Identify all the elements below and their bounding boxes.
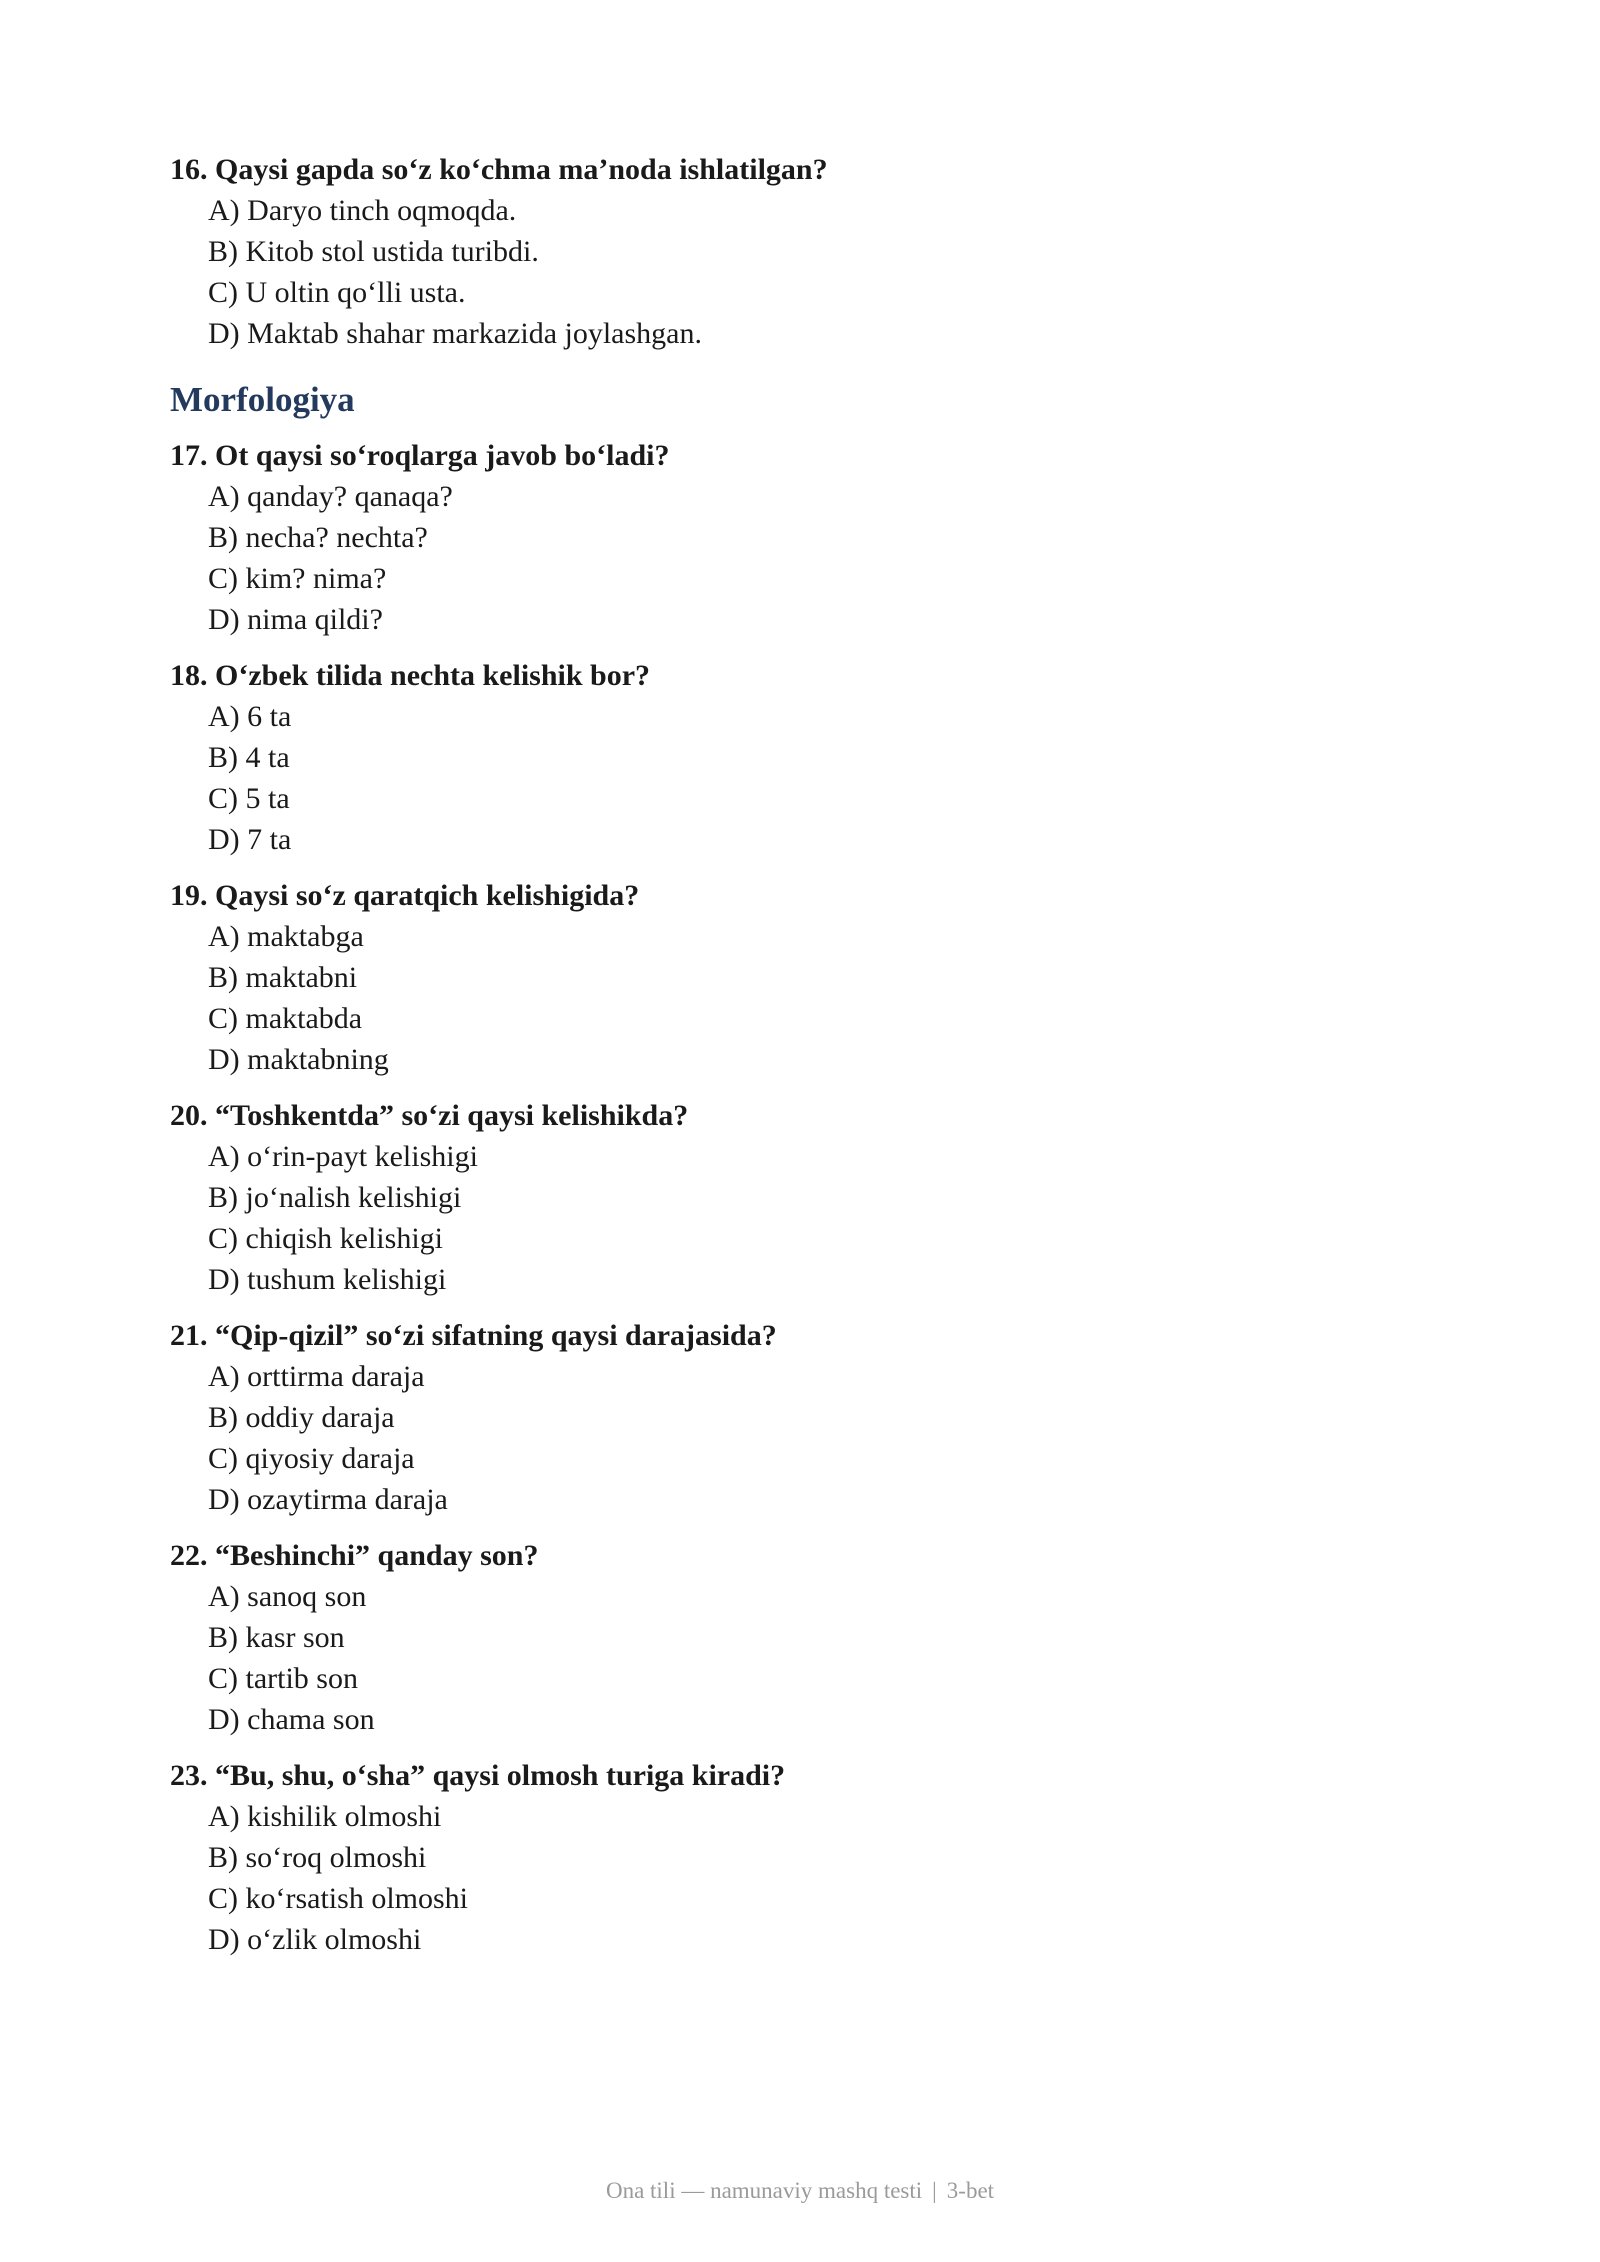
footer-separator: | (932, 2178, 937, 2203)
section-heading: Morfologiya (170, 380, 355, 419)
question-title: 21. “Qip-qizil” so‘zi sifatning qaysi darajasida? (170, 1319, 777, 1352)
question-16 (170, 150, 1430, 354)
answer-option-b: B) so‘roq olmoshi (208, 1841, 427, 1874)
answer-option-c: C) kim? nima? (208, 562, 387, 595)
answer-options (170, 190, 1430, 354)
question-title: 17. Ot qaysi so‘roqlarga javob bo‘ladi? (170, 439, 670, 472)
page-number: 3-bet (946, 2178, 995, 2203)
question-19 (170, 876, 1430, 1080)
answer-options (170, 1576, 1430, 1740)
answer-option-a: A) kishilik olmoshi (208, 1800, 442, 1833)
answer-option-a: A) Daryo tinch oqmoqda. (208, 194, 517, 227)
answer-option-b: B) maktabni (208, 961, 358, 994)
answer-option-d: D) chama son (208, 1703, 375, 1736)
answer-option-d: D) o‘zlik olmoshi (208, 1923, 422, 1956)
answer-option-d: D) tushum kelishigi (208, 1263, 447, 1296)
answer-option-b: B) Kitob stol ustida turibdi. (208, 235, 539, 268)
answer-option-a: A) 6 ta (208, 700, 292, 733)
answer-options (170, 476, 1430, 640)
answer-option-c: C) chiqish kelishigi (208, 1222, 443, 1255)
answer-options (170, 696, 1430, 860)
question-title: 18. O‘zbek tilida nechta kelishik bor? (170, 659, 651, 692)
answer-option-a: A) maktabga (208, 920, 364, 953)
answer-options (170, 1136, 1430, 1300)
question-23 (170, 1756, 1430, 1960)
answer-options (170, 1796, 1430, 1960)
question-17 (170, 436, 1430, 640)
answer-option-a: A) qanday? qanaqa? (208, 480, 453, 513)
question-20 (170, 1096, 1430, 1300)
answer-option-d: D) 7 ta (208, 823, 292, 856)
answer-option-d: D) ozaytirma daraja (208, 1483, 448, 1516)
question-title: 22. “Beshinchi” qanday son? (170, 1539, 539, 1572)
answer-option-c: C) maktabda (208, 1002, 363, 1035)
answer-option-a: A) sanoq son (208, 1580, 367, 1613)
answer-option-c: C) ko‘rsatish olmoshi (208, 1882, 468, 1915)
answer-option-d: D) Maktab shahar markazida joylashgan. (208, 317, 702, 350)
answer-option-b: B) kasr son (208, 1621, 345, 1654)
answer-option-b: B) necha? nechta? (208, 521, 428, 554)
answer-options (170, 916, 1430, 1080)
answer-option-b: B) oddiy daraja (208, 1401, 395, 1434)
answer-option-a: A) o‘rin-payt kelishigi (208, 1140, 478, 1173)
answer-option-c: C) qiyosiy daraja (208, 1442, 415, 1475)
answer-options (170, 1356, 1430, 1520)
question-title: 23. “Bu, shu, o‘sha” qaysi olmosh turiga kiradi? (170, 1759, 786, 1792)
question-22 (170, 1536, 1430, 1740)
answer-option-c: C) U oltin qo‘lli usta. (208, 276, 466, 309)
answer-option-d: D) nima qildi? (208, 603, 383, 636)
document-page (170, 150, 1430, 1960)
question-title: 19. Qaysi so‘z qaratqich kelishigida? (170, 879, 640, 912)
question-title: 20. “Toshkentda” so‘zi qaysi kelishikda? (170, 1099, 689, 1132)
answer-option-c: C) 5 ta (208, 782, 290, 815)
question-21 (170, 1316, 1430, 1520)
footer-title: Ona tili — namunaviy mashq testi (605, 2178, 923, 2203)
answer-option-b: B) jo‘nalish kelishigi (208, 1181, 462, 1214)
answer-option-b: B) 4 ta (208, 741, 290, 774)
page-footer (0, 2178, 1600, 2204)
question-title: 16. Qaysi gapda so‘z ko‘chma ma’noda ishlatilgan? (170, 153, 828, 186)
answer-option-c: C) tartib son (208, 1662, 358, 1695)
answer-option-a: A) orttirma daraja (208, 1360, 425, 1393)
answer-option-d: D) maktabning (208, 1043, 389, 1076)
question-18 (170, 656, 1430, 860)
